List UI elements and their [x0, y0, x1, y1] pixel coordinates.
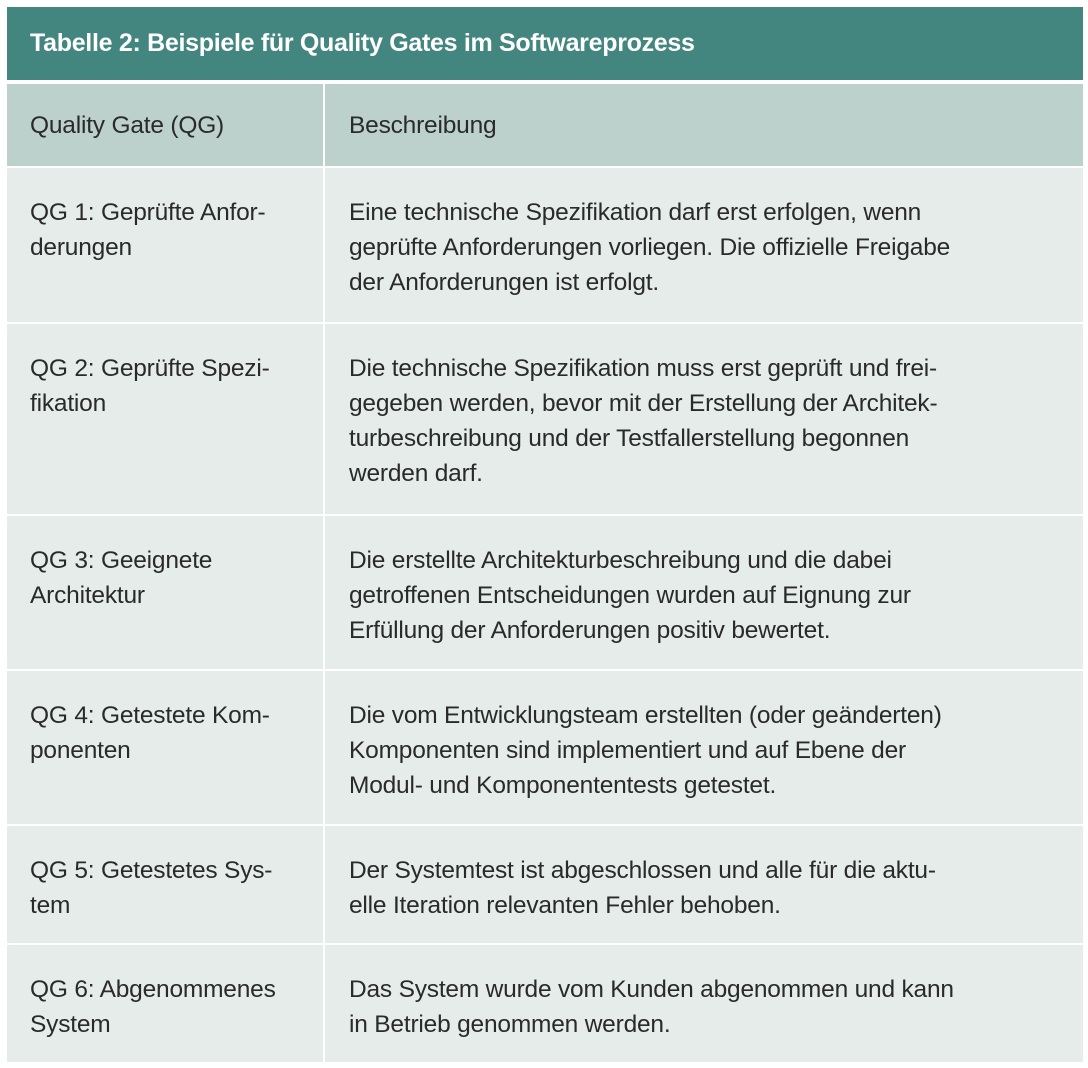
column-header-description: Beschreibung — [325, 84, 1083, 166]
gate-cell — [7, 324, 325, 514]
description-line: werden darf. — [349, 460, 483, 487]
table-row — [7, 824, 1083, 943]
table-header-row — [7, 80, 1083, 166]
description-line: Die technische Spezifikation muss erst geprüft und frei- — [349, 355, 937, 382]
description-cell — [325, 168, 1083, 322]
description-line: der Anforderungen ist erfolgt. — [349, 269, 659, 296]
table-row — [7, 166, 1083, 322]
description-line: Eine technische Spezifikation darf erst erfolgen, wenn — [349, 199, 922, 226]
gate-cell — [7, 516, 325, 669]
table-row — [7, 943, 1083, 1062]
description-cell — [325, 945, 1083, 1062]
table-row — [7, 514, 1083, 669]
gate-line: QG 3: Geeignete — [30, 547, 213, 574]
gate-line: QG 1: Geprüfte Anfor- — [30, 199, 266, 226]
gate-line: QG 6: Abgenommenes — [30, 976, 276, 1003]
description-line: Erfüllung der Anforderungen positiv bewertet. — [349, 617, 831, 644]
gate-line: System — [30, 1011, 111, 1038]
description-cell — [325, 324, 1083, 514]
description-cell — [325, 671, 1083, 824]
description-line: in Betrieb genommen werden. — [349, 1011, 671, 1038]
description-line: Das System wurde vom Kunden abgenommen und kann — [349, 976, 954, 1003]
quality-gates-table — [7, 7, 1083, 1062]
description-cell — [325, 516, 1083, 669]
gate-line: QG 5: Getestetes Sys- — [30, 857, 273, 884]
gate-line: QG 2: Geprüfte Spezi- — [30, 355, 270, 382]
description-line: geprüfte Anforderungen vorliegen. Die offizielle Freigabe — [349, 234, 951, 261]
table-row — [7, 322, 1083, 514]
gate-line: Architektur — [30, 582, 145, 609]
description-line: Komponenten sind implementiert und auf Ebene der — [349, 737, 906, 764]
description-cell — [325, 826, 1083, 943]
gate-line: ponenten — [30, 737, 131, 764]
gate-cell — [7, 826, 325, 943]
gate-cell — [7, 945, 325, 1062]
description-line: turbeschreibung und der Testfallerstellung begonnen — [349, 425, 910, 452]
description-line: gegeben werden, bevor mit der Erstellung der Architek- — [349, 390, 938, 417]
column-header-quality-gate: Quality Gate (QG) — [7, 84, 325, 166]
gate-line: tem — [30, 892, 71, 919]
gate-line: QG 4: Getestete Kom- — [30, 702, 270, 729]
description-line: Die erstellte Architekturbeschreibung und die dabei — [349, 547, 892, 574]
description-line: elle Iteration relevanten Fehler behoben. — [349, 892, 781, 919]
gate-line: derungen — [30, 234, 132, 261]
gate-cell — [7, 168, 325, 322]
description-line: getroffenen Entscheidungen wurden auf Eignung zur — [349, 582, 911, 609]
description-line: Die vom Entwicklungsteam erstellten (oder geänderten) — [349, 702, 942, 729]
description-line: Der Systemtest ist abgeschlossen und alle für die aktu- — [349, 857, 936, 884]
gate-line: fikation — [30, 390, 107, 417]
gate-cell — [7, 671, 325, 824]
table-row — [7, 669, 1083, 824]
table-title: Tabelle 2: Beispiele für Quality Gates im Softwareprozess — [7, 7, 1083, 80]
description-line: Modul- und Komponententests getestet. — [349, 772, 777, 799]
